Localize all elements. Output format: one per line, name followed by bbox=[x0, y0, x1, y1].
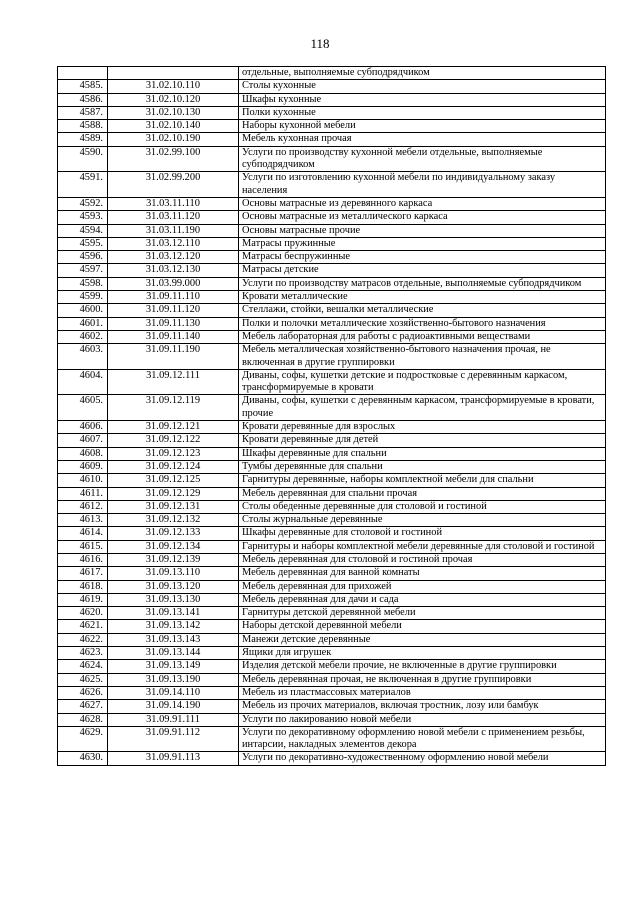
code-cell: 31.03.12.110 bbox=[108, 237, 239, 250]
table-row bbox=[58, 80, 606, 93]
row-number-cell: 4592. bbox=[58, 197, 108, 210]
description-cell: Услуги по декоративно-художественному оформлению новой мебели bbox=[239, 752, 606, 765]
code-cell bbox=[108, 67, 239, 80]
table-row bbox=[58, 93, 606, 106]
table-row bbox=[58, 514, 606, 527]
code-cell: 31.03.11.120 bbox=[108, 211, 239, 224]
description-cell: Услуги по лакированию новой мебели bbox=[239, 713, 606, 726]
code-cell: 31.09.11.120 bbox=[108, 304, 239, 317]
description-cell: Наборы детской деревянной мебели bbox=[239, 620, 606, 633]
description-cell: Столы обеденные деревянные для столовой и гостиной bbox=[239, 500, 606, 513]
code-cell: 31.09.13.143 bbox=[108, 633, 239, 646]
row-number-cell: 4601. bbox=[58, 317, 108, 330]
code-cell: 31.09.13.149 bbox=[108, 660, 239, 673]
row-number-cell: 4598. bbox=[58, 277, 108, 290]
description-cell: Столы кухонные bbox=[239, 80, 606, 93]
table-row bbox=[58, 434, 606, 447]
description-cell: Шкафы деревянные для спальни bbox=[239, 447, 606, 460]
table-row bbox=[58, 211, 606, 224]
description-cell: Мебель деревянная прочая, не включенная в другие группировки bbox=[239, 673, 606, 686]
description-cell: Мебель деревянная для прихожей bbox=[239, 580, 606, 593]
row-number-cell: 4614. bbox=[58, 527, 108, 540]
description-cell: Мебель лабораторная для работы с радиоактивными веществами bbox=[239, 330, 606, 343]
table-row bbox=[58, 224, 606, 237]
code-cell: 31.09.12.119 bbox=[108, 395, 239, 421]
description-cell: Матрасы беспружинные bbox=[239, 251, 606, 264]
table-row bbox=[58, 593, 606, 606]
row-number-cell: 4610. bbox=[58, 474, 108, 487]
table-row bbox=[58, 686, 606, 699]
table-row bbox=[58, 540, 606, 553]
table-row bbox=[58, 330, 606, 343]
table-row bbox=[58, 553, 606, 566]
description-cell: Изделия детской мебели прочие, не включенные в другие группировки bbox=[239, 660, 606, 673]
code-cell: 31.09.11.140 bbox=[108, 330, 239, 343]
code-cell: 31.02.10.130 bbox=[108, 106, 239, 119]
description-cell: Тумбы деревянные для спальни bbox=[239, 460, 606, 473]
row-number-cell: 4588. bbox=[58, 120, 108, 133]
description-cell: Основы матрасные из деревянного каркаса bbox=[239, 197, 606, 210]
description-cell: Мебель деревянная для столовой и гостиной прочая bbox=[239, 553, 606, 566]
row-number-cell: 4629. bbox=[58, 726, 108, 752]
row-number-cell: 4603. bbox=[58, 344, 108, 370]
row-number-cell: 4621. bbox=[58, 620, 108, 633]
description-cell: Диваны, софы, кушетки с деревянным каркасом, трансформируемые в кровати, прочие bbox=[239, 395, 606, 421]
code-cell: 31.09.13.190 bbox=[108, 673, 239, 686]
table-row bbox=[58, 726, 606, 752]
description-cell: Услуги по изготовлению кухонной мебели по индивидуальному заказу населения bbox=[239, 172, 606, 198]
code-cell: 31.02.10.140 bbox=[108, 120, 239, 133]
table-row bbox=[58, 106, 606, 119]
row-number-cell: 4620. bbox=[58, 607, 108, 620]
table-row bbox=[58, 317, 606, 330]
row-number-cell: 4602. bbox=[58, 330, 108, 343]
code-cell: 31.09.11.190 bbox=[108, 344, 239, 370]
row-number-cell: 4599. bbox=[58, 291, 108, 304]
description-cell: Полки кухонные bbox=[239, 106, 606, 119]
row-number-cell: 4624. bbox=[58, 660, 108, 673]
code-cell: 31.09.11.110 bbox=[108, 291, 239, 304]
description-cell: Мебель деревянная для дачи и сада bbox=[239, 593, 606, 606]
table-row bbox=[58, 660, 606, 673]
row-number-cell: 4613. bbox=[58, 514, 108, 527]
row-number-cell: 4622. bbox=[58, 633, 108, 646]
row-number-cell: 4600. bbox=[58, 304, 108, 317]
description-cell: Шкафы деревянные для столовой и гостиной bbox=[239, 527, 606, 540]
row-number-cell: 4625. bbox=[58, 673, 108, 686]
code-cell: 31.09.14.190 bbox=[108, 700, 239, 713]
description-cell: Диваны, софы, кушетки детские и подростковые с деревянным каркасом, трансформируемые в кровати bbox=[239, 369, 606, 395]
code-cell: 31.09.13.130 bbox=[108, 593, 239, 606]
row-number-cell: 4589. bbox=[58, 133, 108, 146]
row-number-cell: 4628. bbox=[58, 713, 108, 726]
row-number-cell: 4606. bbox=[58, 421, 108, 434]
code-cell: 31.09.14.110 bbox=[108, 686, 239, 699]
description-cell: Мебель из прочих материалов, включая тростник, лозу или бамбук bbox=[239, 700, 606, 713]
row-number-cell: 4618. bbox=[58, 580, 108, 593]
code-cell: 31.09.13.141 bbox=[108, 607, 239, 620]
description-cell: Услуги по производству кухонной мебели отдельные, выполняемые субподрядчиком bbox=[239, 146, 606, 172]
table-row bbox=[58, 567, 606, 580]
description-cell: Гарнитуры детской деревянной мебели bbox=[239, 607, 606, 620]
code-cell: 31.02.99.200 bbox=[108, 172, 239, 198]
page-number: 118 bbox=[310, 36, 330, 51]
table-row bbox=[58, 264, 606, 277]
row-number-cell: 4612. bbox=[58, 500, 108, 513]
row-number-cell bbox=[58, 67, 108, 80]
table-row bbox=[58, 700, 606, 713]
code-cell: 31.09.13.142 bbox=[108, 620, 239, 633]
description-cell: Кровати металлические bbox=[239, 291, 606, 304]
row-number-cell: 4590. bbox=[58, 146, 108, 172]
row-number-cell: 4593. bbox=[58, 211, 108, 224]
code-cell: 31.09.11.130 bbox=[108, 317, 239, 330]
description-cell: Мебель из пластмассовых материалов bbox=[239, 686, 606, 699]
description-cell: Столы журнальные деревянные bbox=[239, 514, 606, 527]
table-body bbox=[58, 67, 606, 766]
row-number-cell: 4597. bbox=[58, 264, 108, 277]
code-cell: 31.09.13.110 bbox=[108, 567, 239, 580]
row-number-cell: 4609. bbox=[58, 460, 108, 473]
table-row bbox=[58, 146, 606, 172]
description-cell: Услуги по производству матрасов отдельные, выполняемые субподрядчиком bbox=[239, 277, 606, 290]
table-row bbox=[58, 291, 606, 304]
row-number-cell: 4586. bbox=[58, 93, 108, 106]
table-row bbox=[58, 67, 606, 80]
classifier-table bbox=[57, 66, 606, 766]
code-cell: 31.03.11.110 bbox=[108, 197, 239, 210]
table-row bbox=[58, 500, 606, 513]
code-cell: 31.09.12.132 bbox=[108, 514, 239, 527]
code-cell: 31.02.10.110 bbox=[108, 80, 239, 93]
description-cell: Наборы кухонной мебели bbox=[239, 120, 606, 133]
code-cell: 31.02.10.190 bbox=[108, 133, 239, 146]
description-cell: отдельные, выполняемые субподрядчиком bbox=[239, 67, 606, 80]
code-cell: 31.09.91.111 bbox=[108, 713, 239, 726]
table-row bbox=[58, 277, 606, 290]
table-row bbox=[58, 237, 606, 250]
description-cell: Шкафы кухонные bbox=[239, 93, 606, 106]
row-number-cell: 4619. bbox=[58, 593, 108, 606]
table-row bbox=[58, 620, 606, 633]
code-cell: 31.02.10.120 bbox=[108, 93, 239, 106]
table-row bbox=[58, 647, 606, 660]
code-cell: 31.09.91.113 bbox=[108, 752, 239, 765]
row-number-cell: 4585. bbox=[58, 80, 108, 93]
code-cell: 31.09.91.112 bbox=[108, 726, 239, 752]
table-row bbox=[58, 487, 606, 500]
description-cell: Гарнитуры деревянные, наборы комплектной мебели для спальни bbox=[239, 474, 606, 487]
description-cell: Мебель кухонная прочая bbox=[239, 133, 606, 146]
code-cell: 31.03.12.130 bbox=[108, 264, 239, 277]
code-cell: 31.09.12.139 bbox=[108, 553, 239, 566]
row-number-cell: 4626. bbox=[58, 686, 108, 699]
table-row bbox=[58, 344, 606, 370]
row-number-cell: 4630. bbox=[58, 752, 108, 765]
table-row bbox=[58, 197, 606, 210]
table-row bbox=[58, 447, 606, 460]
table-row bbox=[58, 395, 606, 421]
code-cell: 31.03.99.000 bbox=[108, 277, 239, 290]
description-cell: Полки и полочки металлические хозяйственно-бытового назначения bbox=[239, 317, 606, 330]
table-row bbox=[58, 120, 606, 133]
table-row bbox=[58, 713, 606, 726]
row-number-cell: 4608. bbox=[58, 447, 108, 460]
code-cell: 31.09.13.144 bbox=[108, 647, 239, 660]
table-row bbox=[58, 752, 606, 765]
table-row bbox=[58, 580, 606, 593]
table-row bbox=[58, 673, 606, 686]
table-row bbox=[58, 460, 606, 473]
row-number-cell: 4607. bbox=[58, 434, 108, 447]
description-cell: Ящики для игрушек bbox=[239, 647, 606, 660]
row-number-cell: 4596. bbox=[58, 251, 108, 264]
code-cell: 31.03.11.190 bbox=[108, 224, 239, 237]
table-row bbox=[58, 527, 606, 540]
description-cell: Мебель деревянная для спальни прочая bbox=[239, 487, 606, 500]
table-row bbox=[58, 369, 606, 395]
description-cell: Матрасы детские bbox=[239, 264, 606, 277]
table-row bbox=[58, 172, 606, 198]
code-cell: 31.09.12.125 bbox=[108, 474, 239, 487]
code-cell: 31.09.12.124 bbox=[108, 460, 239, 473]
row-number-cell: 4605. bbox=[58, 395, 108, 421]
code-cell: 31.09.12.123 bbox=[108, 447, 239, 460]
code-cell: 31.09.12.133 bbox=[108, 527, 239, 540]
description-cell: Мебель металлическая хозяйственно-бытового назначения прочая, не включенная в другие группировки bbox=[239, 344, 606, 370]
table-row bbox=[58, 304, 606, 317]
row-number-cell: 4615. bbox=[58, 540, 108, 553]
table-row bbox=[58, 133, 606, 146]
table-row bbox=[58, 607, 606, 620]
row-number-cell: 4604. bbox=[58, 369, 108, 395]
description-cell: Гарнитуры и наборы комплектной мебели деревянные для столовой и гостиной bbox=[239, 540, 606, 553]
description-cell: Мебель деревянная для ванной комнаты bbox=[239, 567, 606, 580]
description-cell: Основы матрасные прочие bbox=[239, 224, 606, 237]
table-row bbox=[58, 251, 606, 264]
row-number-cell: 4623. bbox=[58, 647, 108, 660]
row-number-cell: 4594. bbox=[58, 224, 108, 237]
code-cell: 31.09.12.134 bbox=[108, 540, 239, 553]
row-number-cell: 4616. bbox=[58, 553, 108, 566]
code-cell: 31.09.12.129 bbox=[108, 487, 239, 500]
description-cell: Услуги по декоративному оформлению новой мебели с применением резьбы, интарсии, накладных элементов декора bbox=[239, 726, 606, 752]
code-cell: 31.09.12.121 bbox=[108, 421, 239, 434]
description-cell: Стеллажи, стойки, вешалки металлические bbox=[239, 304, 606, 317]
description-cell: Матрасы пружинные bbox=[239, 237, 606, 250]
code-cell: 31.09.13.120 bbox=[108, 580, 239, 593]
code-cell: 31.09.12.131 bbox=[108, 500, 239, 513]
code-cell: 31.09.12.122 bbox=[108, 434, 239, 447]
table-row bbox=[58, 633, 606, 646]
row-number-cell: 4587. bbox=[58, 106, 108, 119]
code-cell: 31.02.99.100 bbox=[108, 146, 239, 172]
code-cell: 31.03.12.120 bbox=[108, 251, 239, 264]
row-number-cell: 4591. bbox=[58, 172, 108, 198]
description-cell: Кровати деревянные для детей bbox=[239, 434, 606, 447]
row-number-cell: 4627. bbox=[58, 700, 108, 713]
description-cell: Манежи детские деревянные bbox=[239, 633, 606, 646]
table-row bbox=[58, 474, 606, 487]
row-number-cell: 4611. bbox=[58, 487, 108, 500]
row-number-cell: 4595. bbox=[58, 237, 108, 250]
row-number-cell: 4617. bbox=[58, 567, 108, 580]
description-cell: Кровати деревянные для взрослых bbox=[239, 421, 606, 434]
table-row bbox=[58, 421, 606, 434]
description-cell: Основы матрасные из металлического каркаса bbox=[239, 211, 606, 224]
code-cell: 31.09.12.111 bbox=[108, 369, 239, 395]
